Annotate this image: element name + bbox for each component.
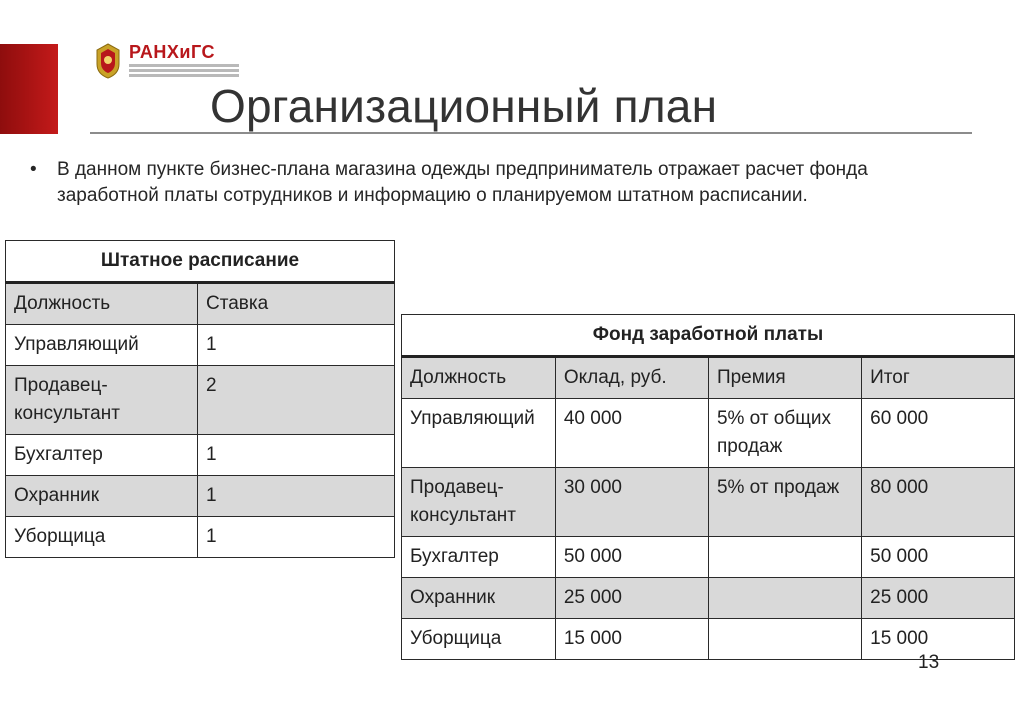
header-cell: Должность	[402, 357, 556, 399]
staff-schedule-table	[5, 240, 395, 558]
table-row	[402, 399, 1015, 468]
table-cell: 1	[198, 435, 395, 476]
bullet-icon: •	[30, 159, 37, 180]
table-cell: 1	[198, 325, 395, 366]
table-row	[402, 537, 1015, 578]
table-row	[6, 517, 395, 558]
header-cell: Должность	[6, 283, 198, 325]
bullet-paragraph	[30, 157, 930, 209]
table-caption: Фонд заработной платы	[402, 315, 1015, 357]
table-cell: 25 000	[555, 578, 708, 619]
logo-name: РАНХиГС	[129, 42, 215, 62]
table-cell: 2	[198, 366, 395, 435]
table-cell	[708, 619, 861, 660]
table-caption: Штатное расписание	[6, 241, 395, 283]
table-row	[6, 325, 395, 366]
page-number: 13	[918, 652, 940, 673]
page-title: Организационный план	[210, 80, 718, 132]
table-row	[402, 578, 1015, 619]
header-cell: Итог	[862, 357, 1015, 399]
table-cell: 40 000	[555, 399, 708, 468]
header-cell: Оклад, руб.	[555, 357, 708, 399]
table-cell: 50 000	[555, 537, 708, 578]
table-header-row	[402, 357, 1015, 399]
table-cell: Уборщица	[402, 619, 556, 660]
table-cell: 60 000	[862, 399, 1015, 468]
table-cell: 25 000	[862, 578, 1015, 619]
table-cell: 5% от продаж	[708, 468, 861, 537]
table-cell: Управляющий	[6, 325, 198, 366]
table-cell: Охранник	[6, 476, 198, 517]
table-cell: 30 000	[555, 468, 708, 537]
header-cell: Ставка	[198, 283, 395, 325]
table-cell: 1	[198, 476, 395, 517]
table-cell: 15 000	[862, 619, 1015, 660]
table-cell: Бухгалтер	[402, 537, 556, 578]
decorative-red-bar	[0, 44, 58, 134]
table-cell: Продавец-консультант	[402, 468, 556, 537]
header-cell: Премия	[708, 357, 861, 399]
table-cell: Продавец-консультант	[6, 366, 198, 435]
table-row	[6, 366, 395, 435]
table-cell: 15 000	[555, 619, 708, 660]
table-row	[6, 435, 395, 476]
table-row	[6, 476, 395, 517]
bullet-text: В данном пункте бизнес-плана магазина одежды предприниматель отражает расчет фонда заработной платы сотрудников и информацию о планируемом штатном расписании.	[57, 159, 868, 206]
table-header-row	[6, 283, 395, 325]
table-cell: Бухгалтер	[6, 435, 198, 476]
table-cell: 50 000	[862, 537, 1015, 578]
logo-subtitle-lines	[129, 64, 239, 77]
table-cell: 5% от общих продаж	[708, 399, 861, 468]
table-cell	[708, 537, 861, 578]
table-cell	[708, 578, 861, 619]
table-cell: Управляющий	[402, 399, 556, 468]
title-divider	[90, 132, 972, 134]
emblem-icon	[93, 42, 123, 80]
logo	[93, 42, 239, 80]
table-row	[402, 468, 1015, 537]
table-cell: 1	[198, 517, 395, 558]
table-cell: 80 000	[862, 468, 1015, 537]
table-cell: Уборщица	[6, 517, 198, 558]
salary-fund-table	[401, 314, 1015, 660]
table-cell: Охранник	[402, 578, 556, 619]
